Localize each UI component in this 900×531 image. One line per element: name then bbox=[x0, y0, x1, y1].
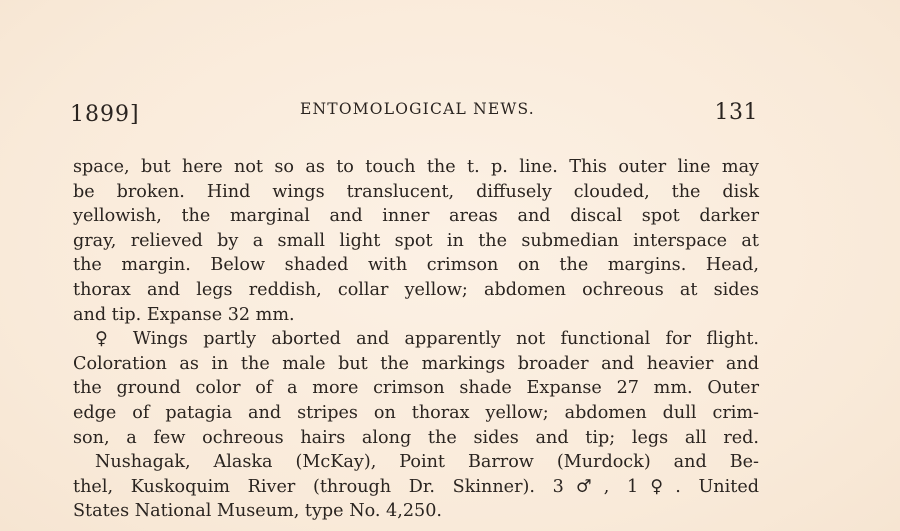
body-text bbox=[73, 155, 759, 524]
running-header bbox=[70, 98, 760, 128]
text-line: Nushagak, Alaska (McKay), Point Barrow (Murdock) and Be- bbox=[95, 452, 759, 473]
text-line: thorax and legs reddish, collar yellow; abdomen ochreous at sides bbox=[73, 279, 759, 300]
text-line: son, a few ochreous hairs along the sides and tip; legs all red. bbox=[73, 427, 759, 448]
text-line: space, but here not so as to touch the t. p. line. This outer line may bbox=[73, 157, 759, 177]
text-line: be broken. Hind wings translucent, diffusely clouded, the disk bbox=[73, 181, 759, 202]
text-line: thel, Kuskoquim River (through Dr. Skinner). 3♂, 1♀. United bbox=[73, 476, 759, 497]
text-line: ♀ Wings partly aborted and apparently not functional for flight. bbox=[95, 329, 759, 350]
text-line: edge of patagia and stripes on thorax yellow; abdomen dull crim- bbox=[73, 402, 759, 423]
text-line: the ground color of a more crimson shade Expanse 27 mm. Outer bbox=[73, 378, 759, 399]
text-line: and tip. Expanse 32 mm. bbox=[73, 304, 295, 325]
text-line: yellowish, the marginal and inner areas and discal spot darker bbox=[73, 206, 759, 227]
text-line: States National Museum, type No. 4,250. bbox=[73, 501, 443, 522]
header-page-number: 131 bbox=[714, 100, 758, 125]
text-line: gray, relieved by a small light spot in the submedian interspace at bbox=[73, 230, 759, 251]
text-line: Coloration as in the male but the markings broader and heavier and bbox=[73, 353, 759, 374]
header-year: 1899] bbox=[70, 102, 140, 127]
text-line: the margin. Below shaded with crimson on the margins. Head, bbox=[73, 255, 759, 276]
header-journal-title: ENTOMOLOGICAL NEWS. bbox=[300, 100, 535, 118]
